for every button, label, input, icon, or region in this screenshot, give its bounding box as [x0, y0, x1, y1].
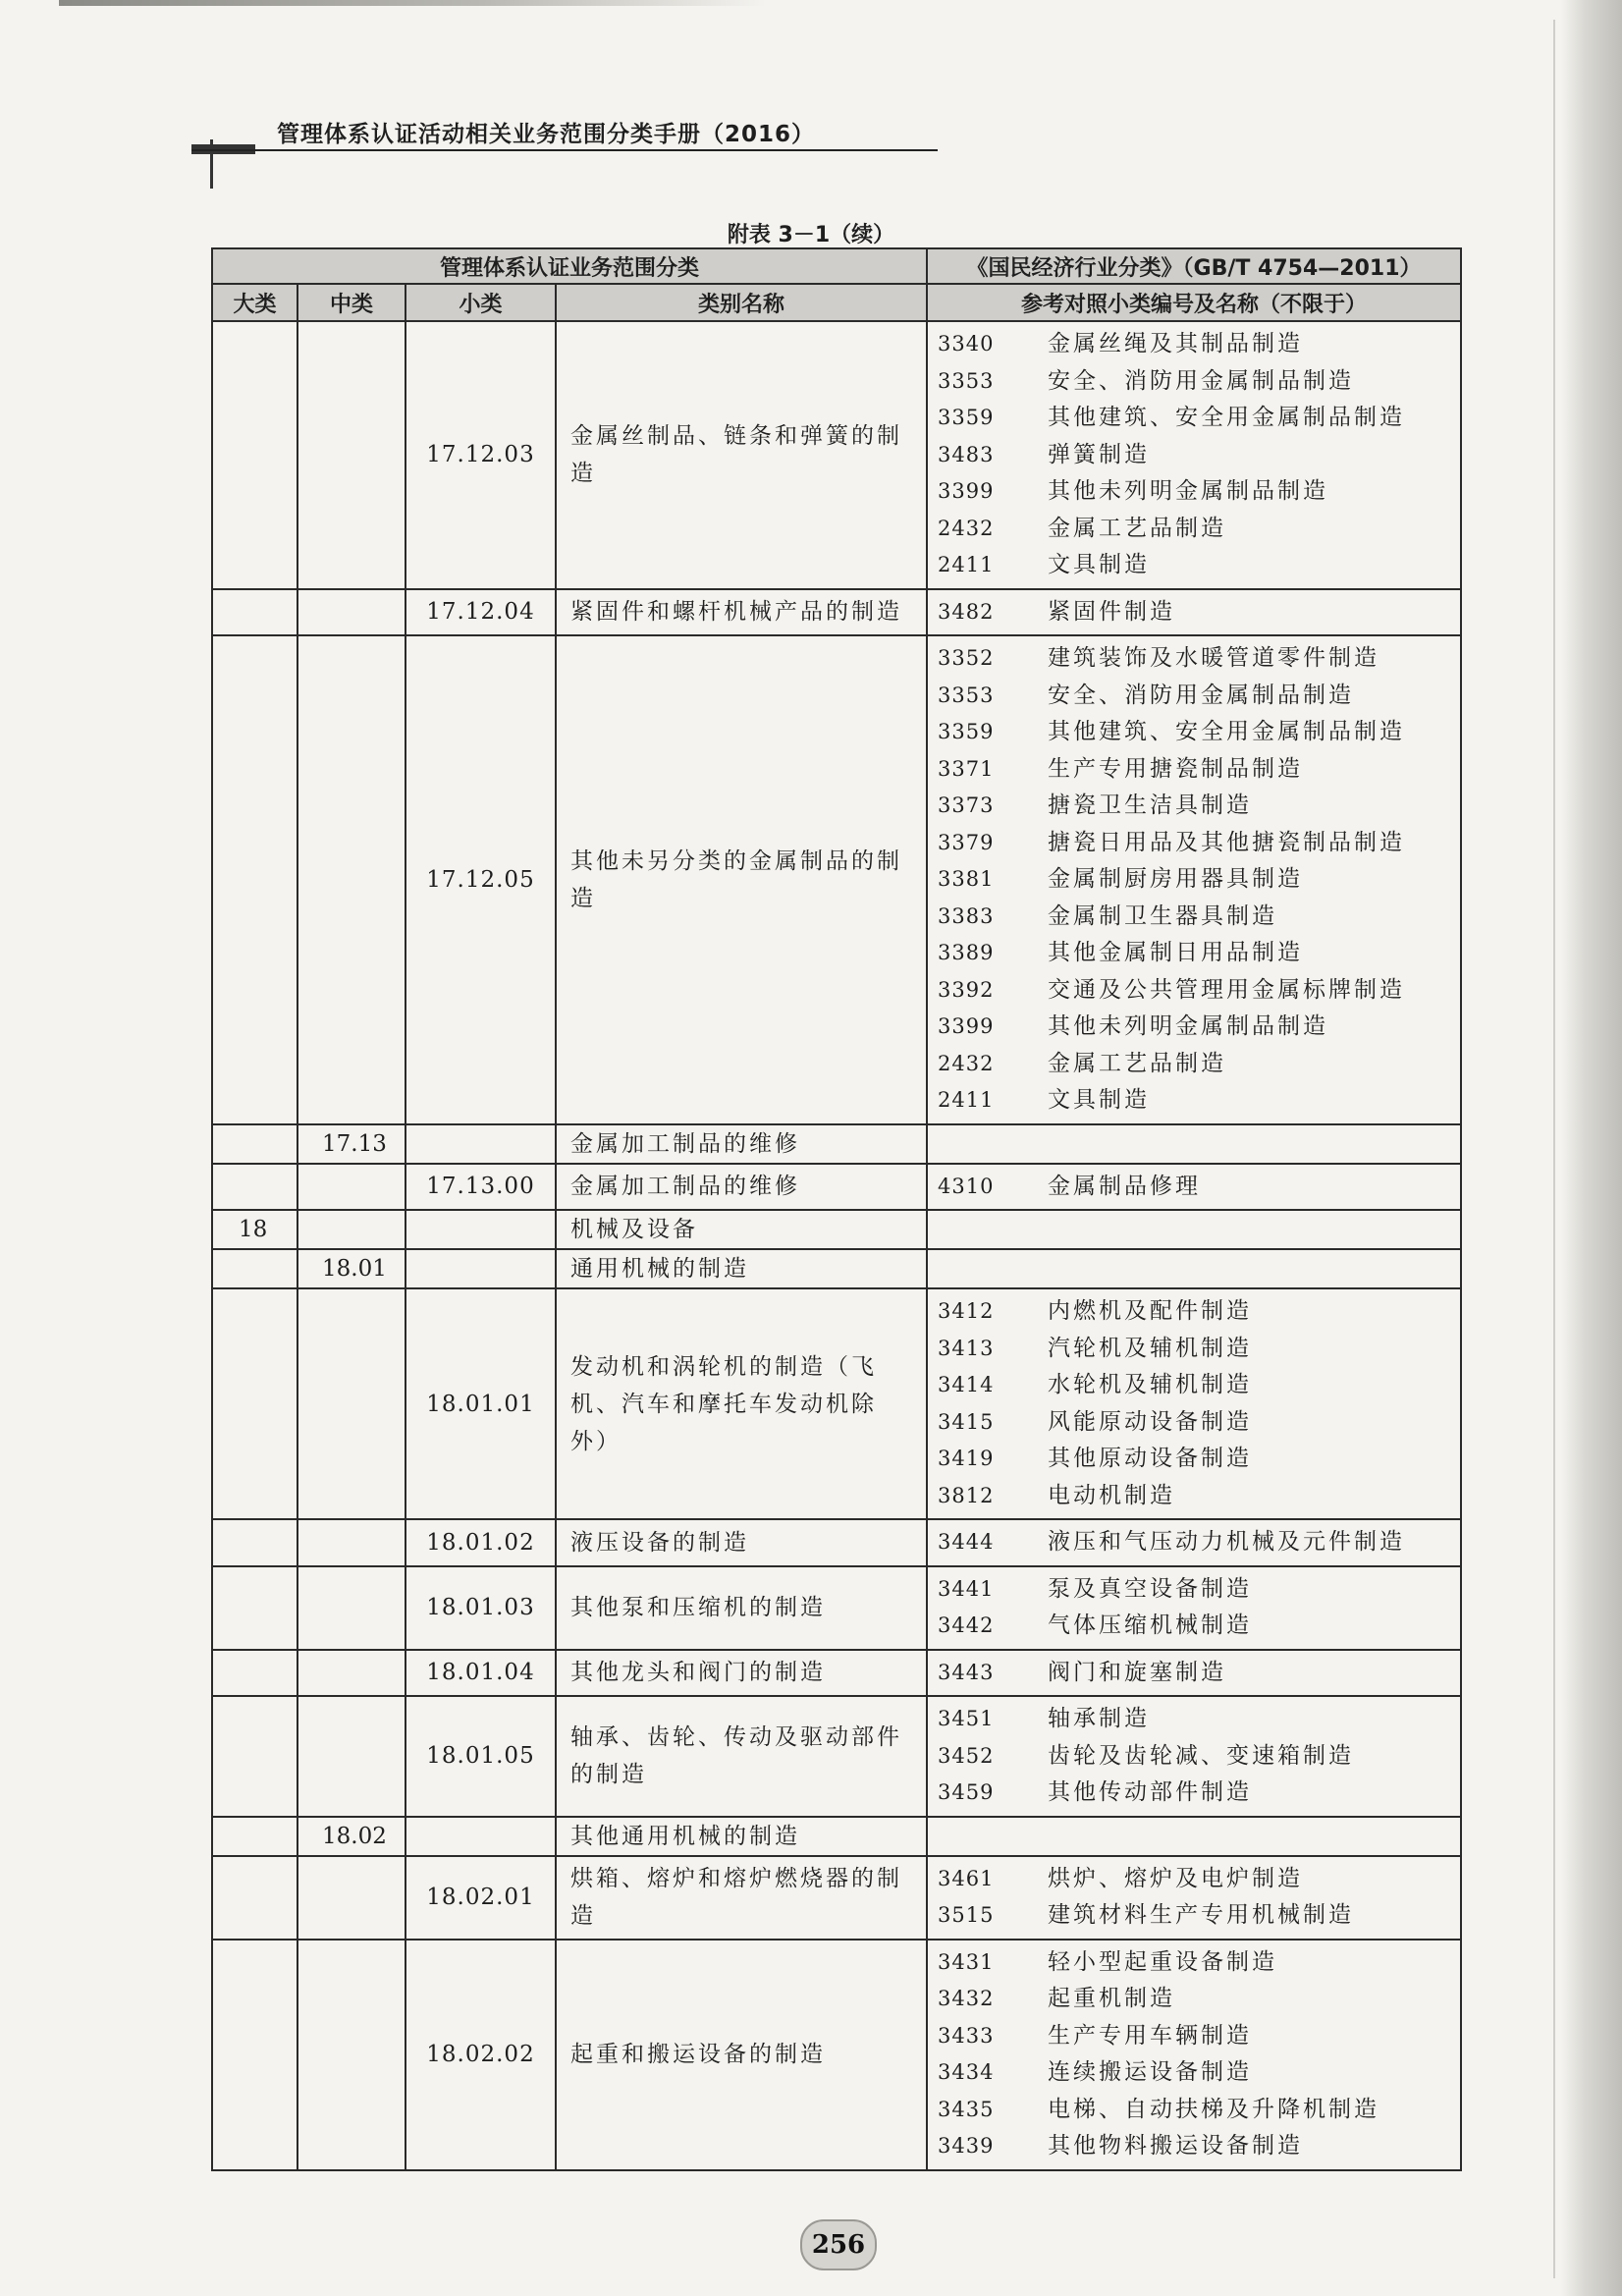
ref-code: 3373: [938, 793, 995, 817]
ref-name: 风能原动设备制造: [1048, 1408, 1253, 1435]
ref-entry: [938, 861, 1460, 899]
ref-code: 3435: [938, 2097, 995, 2121]
ref-entry: [938, 1404, 1460, 1442]
ref-name: 搪瓷卫生洁具制造: [1048, 793, 1253, 818]
cell-minor: 18.01.01: [406, 1288, 556, 1519]
header-rule: [191, 149, 938, 151]
ref-name: 生产专用搪瓷制品制造: [1048, 755, 1304, 782]
cell-minor: 18.02.01: [406, 1856, 556, 1940]
ref-code: 3399: [938, 479, 995, 503]
table-row: [212, 1288, 1461, 1519]
ref-entry: [938, 511, 1460, 548]
ref-name: 金属丝绳及其制品制造: [1048, 331, 1304, 356]
ref-entry: [938, 972, 1460, 1010]
ref-entry: [938, 437, 1460, 474]
ref-name: 电动机制造: [1048, 1482, 1176, 1508]
cell-minor: [406, 1210, 556, 1249]
cell-middle: [297, 1288, 406, 1519]
cell-refs: [927, 321, 1461, 589]
ref-entry: [938, 1331, 1460, 1368]
ref-code: 2411: [938, 1088, 995, 1112]
cell-major: [212, 1696, 297, 1817]
cell-major: [212, 1249, 297, 1288]
table-row: [212, 1249, 1461, 1288]
ref-code: 3443: [938, 1660, 995, 1684]
ref-name: 轻小型起重设备制造: [1048, 1948, 1278, 1975]
cell-refs: [927, 1566, 1461, 1650]
ref-name: 搪瓷日用品及其他搪瓷制品制造: [1048, 829, 1406, 855]
cell-name: 起重和搬运设备的制造: [556, 1940, 927, 2170]
ref-name: 气体压缩机械制造: [1048, 1613, 1253, 1638]
cell-refs: [927, 1650, 1461, 1697]
col-header-ref: 参考对照小类编号及名称（不限于）: [927, 284, 1461, 321]
ref-code: 3392: [938, 977, 995, 1002]
ref-name: 建筑装饰及水暖管道零件制造: [1048, 645, 1380, 671]
table-row: [212, 1856, 1461, 1940]
ref-code: 3371: [938, 756, 995, 781]
ref-entry: [938, 1441, 1460, 1478]
ref-name: 液压和气压动力机械及元件制造: [1048, 1529, 1406, 1555]
table-row: [212, 1696, 1461, 1817]
ref-entry: [938, 2054, 1460, 2092]
table-row: [212, 589, 1461, 636]
table-row: [212, 1940, 1461, 2170]
cell-minor: 17.12.05: [406, 635, 556, 1124]
cell-major: [212, 321, 297, 589]
ref-code: 3482: [938, 599, 995, 624]
ref-code: 3413: [938, 1336, 995, 1360]
ref-entry: [938, 1293, 1460, 1331]
ref-name: 其他传动部件制造: [1048, 1779, 1253, 1805]
ref-entry: [938, 547, 1460, 584]
cell-minor: [406, 1249, 556, 1288]
cell-middle: [297, 1650, 406, 1697]
ref-code: 3434: [938, 2060, 995, 2084]
ref-code: 3431: [938, 1949, 995, 1974]
ref-name: 其他建筑、安全用金属制品制造: [1048, 719, 1406, 744]
ref-name: 其他物料搬运设备制造: [1048, 2133, 1304, 2159]
cell-major: [212, 1650, 297, 1697]
ref-code: 3812: [938, 1483, 995, 1507]
cell-middle: [297, 1519, 406, 1566]
ref-name: 起重机制造: [1048, 1986, 1176, 2011]
cell-refs: [927, 1124, 1461, 1164]
ref-entry: [938, 714, 1460, 751]
table-caption: 附表 3－1（续）: [727, 223, 895, 247]
ref-code: 3353: [938, 368, 995, 393]
ref-name: 水轮机及辅机制造: [1048, 1372, 1253, 1397]
ref-name: 电梯、自动扶梯及升降机制造: [1048, 2096, 1380, 2122]
ref-code: 3459: [938, 1780, 995, 1804]
ref-code: 3419: [938, 1447, 995, 1470]
ref-name: 阀门和旋塞制造: [1048, 1659, 1227, 1685]
cell-middle: [297, 1566, 406, 1650]
cell-major: [212, 1817, 297, 1856]
ref-entry: [938, 899, 1460, 936]
ref-entry: [938, 1046, 1460, 1083]
table-row: [212, 1650, 1461, 1697]
cell-major: [212, 589, 297, 636]
ref-entry: [938, 1478, 1460, 1515]
cell-minor: [406, 1817, 556, 1856]
cell-major: [212, 1164, 297, 1211]
table-row: [212, 1566, 1461, 1650]
ref-name: 生产专用车辆制造: [1048, 2022, 1253, 2049]
ref-name: 齿轮及齿轮减、变速箱制造: [1048, 1742, 1355, 1769]
cell-refs: [927, 589, 1461, 636]
ref-name: 烘炉、熔炉及电炉制造: [1048, 1865, 1304, 1891]
ref-code: 3442: [938, 1613, 995, 1637]
ref-entry: [938, 594, 1460, 631]
ref-name: 金属制厨房用器具制造: [1048, 866, 1304, 892]
cell-minor: 17.12.03: [406, 321, 556, 589]
ref-name: 安全、消防用金属制品制造: [1048, 367, 1355, 394]
col-header-major: 大类: [212, 284, 297, 321]
ref-name: 其他原动设备制造: [1048, 1446, 1253, 1471]
table-row: [212, 321, 1461, 589]
cell-name: 金属丝制品、链条和弹簧的制造: [556, 321, 927, 589]
ref-name: 文具制造: [1048, 1087, 1151, 1113]
cell-name: 通用机械的制造: [556, 1249, 927, 1288]
cell-minor: 18.02.02: [406, 1940, 556, 2170]
group-header-left: 管理体系认证业务范围分类: [212, 248, 927, 284]
cell-middle: 17.13: [297, 1124, 406, 1164]
table-row: [212, 1164, 1461, 1211]
cell-major: [212, 1124, 297, 1164]
table-group-header: [212, 248, 1461, 284]
ref-code: 3399: [938, 1014, 995, 1038]
cell-major: [212, 635, 297, 1124]
ref-entry: [938, 751, 1460, 789]
ref-code: 3352: [938, 646, 995, 670]
ref-entry: [938, 1701, 1460, 1738]
group-header-right: 《国民经济行业分类》（GB/T 4754—2011）: [927, 248, 1461, 284]
ref-entry: [938, 1944, 1460, 1982]
ref-entry: [938, 678, 1460, 715]
cell-major: [212, 1288, 297, 1519]
ref-entry: [938, 1608, 1460, 1645]
cell-major: 18: [212, 1210, 297, 1249]
header-tick: [210, 139, 213, 189]
col-header-middle: 中类: [297, 284, 406, 321]
cell-major: [212, 1940, 297, 2170]
table-column-header: [212, 284, 1461, 321]
table-body: [212, 321, 1461, 2170]
cell-refs: [927, 1249, 1461, 1288]
ref-name: 弹簧制造: [1048, 441, 1151, 467]
scan-page-edge: [1561, 0, 1622, 2296]
ref-entry: [938, 788, 1460, 825]
cell-refs: [927, 1856, 1461, 1940]
ref-code: 3432: [938, 1987, 995, 2010]
ref-code: 3389: [938, 941, 995, 964]
cell-middle: [297, 635, 406, 1124]
ref-entry: [938, 1082, 1460, 1120]
ref-entry: [938, 2128, 1460, 2165]
ref-code: 3451: [938, 1707, 995, 1730]
table-row: [212, 635, 1461, 1124]
cell-major: [212, 1566, 297, 1650]
cell-middle: 18.02: [297, 1817, 406, 1856]
ref-code: 3359: [938, 720, 995, 743]
cell-name: 机械及设备: [556, 1210, 927, 1249]
cell-name: 紧固件和螺杆机械产品的制造: [556, 589, 927, 636]
ref-code: 3379: [938, 830, 995, 854]
cell-middle: [297, 1696, 406, 1817]
ref-code: 3340: [938, 332, 995, 355]
ref-entry: [938, 363, 1460, 401]
cell-minor: 17.12.04: [406, 589, 556, 636]
cell-minor: 18.01.05: [406, 1696, 556, 1817]
ref-name: 其他未列明金属制品制造: [1048, 478, 1329, 504]
ref-code: 3433: [938, 2023, 995, 2048]
ref-code: 2432: [938, 516, 995, 540]
ref-entry: [938, 1524, 1460, 1561]
ref-code: 2411: [938, 553, 995, 576]
ref-entry: [938, 1009, 1460, 1046]
page-number: 256: [800, 2219, 877, 2270]
col-header-name: 类别名称: [556, 284, 927, 321]
cell-name: 其他通用机械的制造: [556, 1817, 927, 1856]
cell-name: 发动机和涡轮机的制造（飞机、汽车和摩托车发动机除外）: [556, 1288, 927, 1519]
ref-code: 3383: [938, 903, 995, 928]
ref-code: 2432: [938, 1051, 995, 1075]
cell-minor: 18.01.03: [406, 1566, 556, 1650]
cell-refs: [927, 635, 1461, 1124]
ref-code: 3412: [938, 1299, 995, 1323]
cell-name: 金属加工制品的维修: [556, 1124, 927, 1164]
cell-refs: [927, 1210, 1461, 1249]
table-row: [212, 1817, 1461, 1856]
ref-name: 其他未列明金属制品制造: [1048, 1013, 1329, 1039]
ref-name: 内燃机及配件制造: [1048, 1298, 1253, 1324]
ref-entry: [938, 1981, 1460, 2018]
ref-name: 金属工艺品制造: [1048, 1050, 1227, 1076]
ref-entry: [938, 473, 1460, 511]
ref-code: 3353: [938, 683, 995, 707]
ref-code: 3515: [938, 1903, 995, 1927]
cell-name: 其他龙头和阀门的制造: [556, 1650, 927, 1697]
ref-name: 文具制造: [1048, 552, 1151, 577]
scan-page-edge-line: [1553, 20, 1555, 2278]
cell-refs: [927, 1164, 1461, 1211]
ref-entry: [938, 1897, 1460, 1935]
ref-entry: [938, 935, 1460, 972]
ref-name: 金属工艺品制造: [1048, 515, 1227, 541]
ref-name: 紧固件制造: [1048, 598, 1176, 625]
cell-middle: [297, 1210, 406, 1249]
ref-code: 3452: [938, 1743, 995, 1768]
cell-minor: [406, 1124, 556, 1164]
ref-entry: [938, 1367, 1460, 1404]
ref-entry: [938, 825, 1460, 862]
ref-name: 建筑材料生产专用机械制造: [1048, 1902, 1355, 1928]
ref-entry: [938, 2092, 1460, 2129]
ref-entry: [938, 1655, 1460, 1692]
ref-code: 3444: [938, 1530, 995, 1554]
cell-minor: 18.01.02: [406, 1519, 556, 1566]
cell-refs: [927, 1940, 1461, 2170]
cell-major: [212, 1519, 297, 1566]
cell-minor: 17.13.00: [406, 1164, 556, 1211]
cell-name: 轴承、齿轮、传动及驱动部件的制造: [556, 1696, 927, 1817]
ref-code: 3439: [938, 2134, 995, 2158]
scan-top-strip: [59, 0, 766, 6]
cell-name: 金属加工制品的维修: [556, 1164, 927, 1211]
ref-name: 汽轮机及辅机制造: [1048, 1335, 1253, 1361]
ref-entry: [938, 1571, 1460, 1609]
ref-name: 泵及真空设备制造: [1048, 1575, 1253, 1602]
ref-entry: [938, 1169, 1460, 1206]
ref-code: 3414: [938, 1373, 995, 1396]
ref-code: 3381: [938, 867, 995, 891]
classification-table: [211, 247, 1462, 2171]
ref-code: 3441: [938, 1576, 995, 1601]
table-row: [212, 1210, 1461, 1249]
cell-name: 液压设备的制造: [556, 1519, 927, 1566]
ref-entry: [938, 1861, 1460, 1898]
ref-name: 其他建筑、安全用金属制品制造: [1048, 405, 1406, 430]
cell-major: [212, 1856, 297, 1940]
table-row: [212, 1124, 1461, 1164]
cell-refs: [927, 1288, 1461, 1519]
ref-code: 4310: [938, 1174, 995, 1198]
ref-name: 其他金属制日用品制造: [1048, 940, 1304, 965]
ref-entry: [938, 1775, 1460, 1812]
cell-middle: [297, 321, 406, 589]
cell-middle: [297, 589, 406, 636]
table-row: [212, 1519, 1461, 1566]
ref-entry: [938, 326, 1460, 363]
cell-middle: [297, 1940, 406, 2170]
ref-code: 3483: [938, 442, 995, 466]
ref-entry: [938, 1738, 1460, 1776]
ref-entry: [938, 2018, 1460, 2055]
ref-entry: [938, 640, 1460, 678]
cell-minor: 18.01.04: [406, 1650, 556, 1697]
ref-name: 安全、消防用金属制品制造: [1048, 682, 1355, 708]
ref-code: 3461: [938, 1866, 995, 1890]
ref-name: 轴承制造: [1048, 1706, 1151, 1731]
ref-name: 金属制卫生器具制造: [1048, 902, 1278, 929]
col-header-minor: 小类: [406, 284, 556, 321]
ref-entry: [938, 400, 1460, 437]
cell-refs: [927, 1817, 1461, 1856]
running-header: 管理体系认证活动相关业务范围分类手册（2016）: [277, 122, 816, 147]
cell-middle: 18.01: [297, 1249, 406, 1288]
cell-middle: [297, 1164, 406, 1211]
cell-name: 烘箱、熔炉和熔炉燃烧器的制造: [556, 1856, 927, 1940]
ref-name: 交通及公共管理用金属标牌制造: [1048, 976, 1406, 1003]
ref-name: 金属制品修理: [1048, 1173, 1202, 1199]
cell-middle: [297, 1856, 406, 1940]
ref-code: 3359: [938, 406, 995, 429]
cell-refs: [927, 1696, 1461, 1817]
cell-name: 其他未另分类的金属制品的制造: [556, 635, 927, 1124]
ref-code: 3415: [938, 1409, 995, 1434]
cell-refs: [927, 1519, 1461, 1566]
cell-name: 其他泵和压缩机的制造: [556, 1566, 927, 1650]
ref-name: 连续搬运设备制造: [1048, 2059, 1253, 2085]
